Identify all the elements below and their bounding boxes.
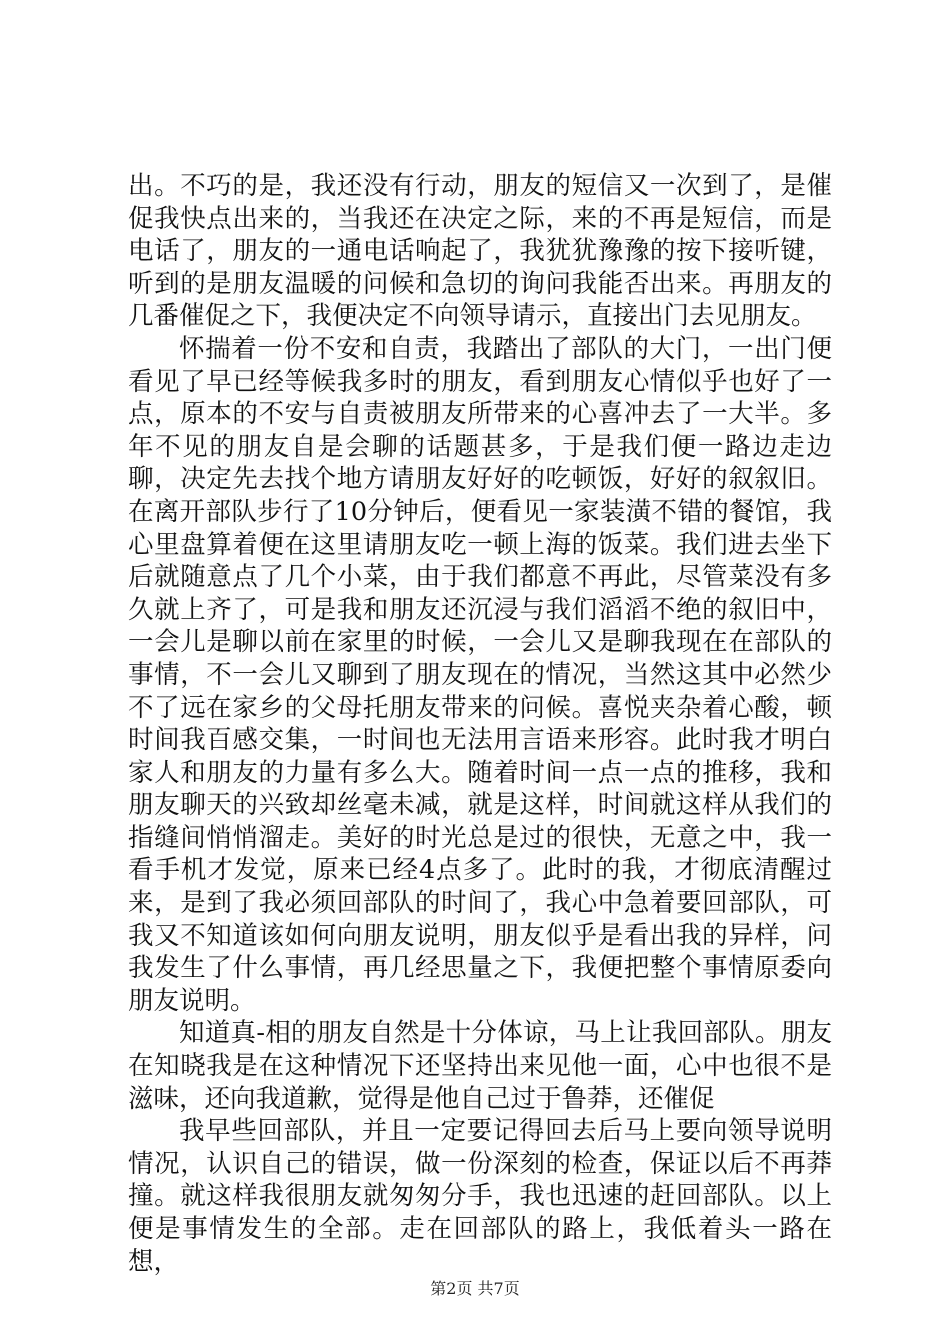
paragraph-3: 知道真-相的朋友自然是十分体谅，马上让我回部队。朋友在知晓我是在这种情况下还坚持出来见他一面，心中也很不是滋味，还向我道歉，觉得是他自己过于鲁莽，还催促 [128, 1018, 832, 1114]
paragraph-2: 怀揣着一份不安和自责，我踏出了部队的大门，一出门便看见了早已经等候我多时的朋友，看到朋友心情似乎也好了一点，原本的不安与自责被朋友所带来的心喜冲去了一大半。多年不见的朋友自是会聊的话题甚多，于是我们便一路边走边聊，决定先去找个地方请朋友好好的吃顿饭，好好的叙叙旧。在离开部队步行了10分钟后，便看见一家装潢不错的餐馆，我心里盘算着便在这里请朋友吃一顿上海的饭菜。我们进去坐下后就随意点了几个小菜，由于我们都意不再此，尽管菜没有多久就上齐了，可是我和朋友还沉浸与我们滔滔不绝的叙旧中，一会儿是聊以前在家里的时候，一会儿又是聊我现在在部队的事情，不一会儿又聊到了朋友现在的情况，当然这其中必然少不了远在家乡的父母托朋友带来的问候。喜悦夹杂着心酸，顿时间我百感交集，一时间也无法用言语来形容。此时我才明白家人和朋友的力量有多么大。随着时间一点一点的推移，我和朋友聊天的兴致却丝毫未减，就是这样，时间就这样从我们的指缝间悄悄溜走。美好的时光总是过的很快，无意之中，我一看手机才发觉，原来已经4点多了。此时的我，才彻底清醒过来，是到了我必须回部队的时间了，我心中急着要回部队，可我又不知道该如何向朋友说明，朋友似乎是看出我的异样，问我发生了什么事情，再几经思量之下，我便把整个事情原委向朋友说明。 [128, 333, 832, 1016]
paragraph-1: 出。不巧的是，我还没有行动，朋友的短信又一次到了，是催促我快点出来的，当我还在决定之际，来的不再是短信，而是电话了，朋友的一通电话响起了，我犹犹豫豫的按下接听键，听到的是朋友温暖的问候和急切的询问我能否出来。再朋友的几番催促之下，我便决定不向领导请示，直接出门去见朋友。 [128, 171, 832, 332]
document-body [128, 170, 832, 1278]
page-number-footer: 第2页 共7页 [430, 1279, 520, 1298]
paragraph-4: 我早些回部队，并且一定要记得回去后马上要向领导说明情况，认识自己的错误，做一份深刻的检查，保证以后不再莽撞。就这样我很朋友就匆匆分手，我也迅速的赶回部队。以上便是事情发生的全部。走在回部队的路上，我低着头一路在想， [128, 1116, 832, 1277]
